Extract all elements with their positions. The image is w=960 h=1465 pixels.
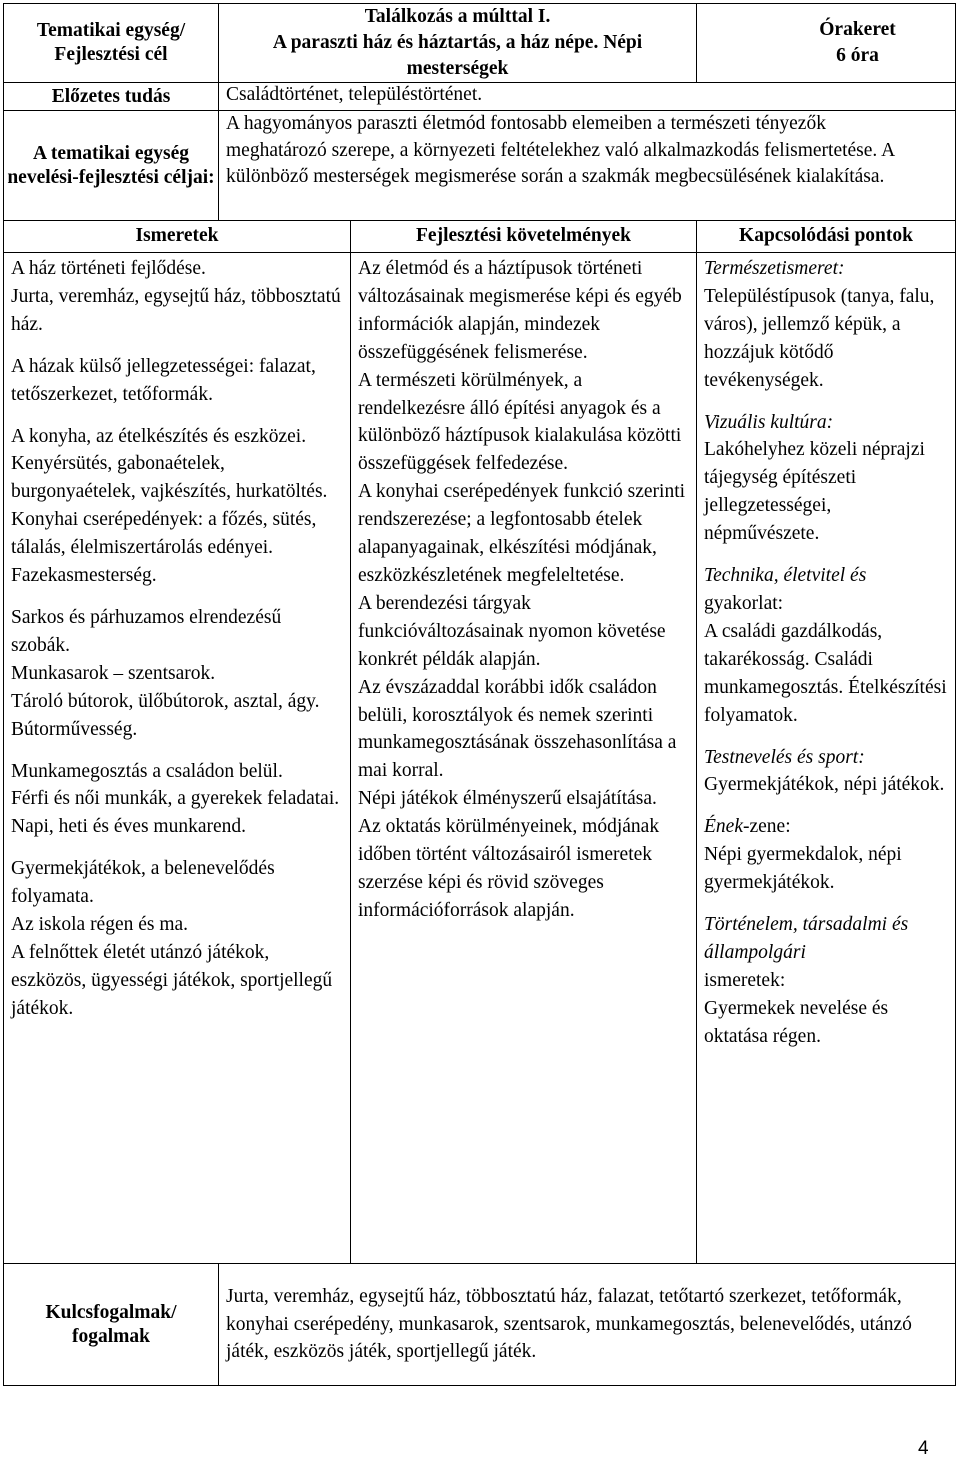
header-row: [4, 4, 956, 83]
goals-label-cell: [4, 111, 219, 221]
unit-label: Tematikai egység/ Fejlesztési cél: [36, 20, 186, 65]
requirement-item: Az évszázaddal korábbi idők családon belüli, korosztályok és nemek szerinti munkamegosztásának összehasonlítása a mai korral.: [358, 676, 677, 782]
knowledge-group: [11, 604, 343, 744]
unit-title-cell: [219, 4, 697, 83]
key-concepts-label: Kulcsfogalmak/ fogalmak: [45, 1301, 177, 1347]
knowledge-item: Bútorművesség.: [11, 718, 138, 740]
requirement-item: Az életmód és a háztípusok történeti változásainak megismerése képi és egyéb információk alapján, mindezek összefüggésének felismerése.: [358, 258, 682, 363]
key-concepts-row: [4, 1264, 956, 1386]
knowledge-item: Az iskola régen és ma.: [11, 914, 189, 936]
knowledge-group: [11, 255, 343, 339]
connection-text: Lakóhelyhez közeli néprajzi tájegység építészeti jellegzetességei, népművészete.: [704, 439, 925, 545]
knowledge-item: Tároló bútorok, ülőbútorok, asztal, ágy.: [11, 690, 320, 712]
knowledge-item: A felnőttek életét utánzó játékok, eszközös, ügyességi játékok, sportjellegű játékok.: [11, 941, 333, 1019]
connection-block: [704, 911, 948, 1051]
hours-value: 6 óra: [836, 45, 879, 66]
knowledge-item: A ház történeti fejlődése.: [11, 258, 206, 279]
prior-knowledge-label-cell: [4, 83, 219, 111]
knowledge-item: Gyermekjátékok, a belenevelődés folyamata.: [11, 858, 275, 908]
prior-knowledge-text: Családtörténet, településtörténet.: [226, 84, 483, 105]
unit-title-line2: A paraszti ház és háztartás, a ház népe. Népi mesterségek: [272, 32, 643, 79]
page-number: 4: [918, 1438, 929, 1459]
knowledge-group: [11, 758, 343, 842]
column-heading-knowledge: [4, 221, 351, 253]
connection-text: Gyermekek nevelése és oktatása régen.: [704, 997, 889, 1047]
curriculum-document: [3, 3, 955, 1386]
connection-block: [704, 744, 948, 800]
curriculum-table: [3, 3, 956, 1386]
connection-subject-rest: gyakorlat:: [704, 592, 784, 614]
knowledge-item: Kenyérsütés, gabonaételek, burgonyaételek, vajkészítés, hurkatöltés.: [11, 453, 328, 503]
knowledge-item: A konyha, az ételkészítés és eszközei.: [11, 425, 307, 447]
unit-title-line1: Találkozás a múlttal I.: [364, 6, 551, 27]
connection-subject: Természetismeret:: [704, 258, 845, 279]
connection-text: Népi gyermekdalok, népi gyermekjátékok.: [704, 844, 902, 894]
requirement-item: A természeti körülmények, a rendelkezésre álló építési anyagok és a különböző háztípusok kialakulása közötti összefüggések felfedezése.: [358, 369, 682, 475]
hours-cell: [697, 4, 956, 83]
content-row: [4, 253, 956, 1264]
key-concepts-text: Jurta, veremház, egysejtű ház, többosztatú ház, falazat, tetőtartó szerkezet, tetőformák, konyhai cserépedény, munkasarok, szentsarok, munkamegosztás, belenevelődés, utánzó játék, eszközös játék, sportjellegű játék.: [226, 1286, 912, 1363]
column-heading-connections-text: Kapcsolódási pontok: [739, 225, 913, 246]
connection-text: A családi gazdálkodás, takarékosság. Családi munkamegosztás. Ételkészítési folyamatok.: [704, 620, 947, 726]
knowledge-group: [11, 855, 343, 1022]
column-heading-requirements: [351, 221, 697, 253]
prior-knowledge-text-cell: [219, 83, 956, 111]
knowledge-item: Jurta, veremház, egysejtű ház, többosztatú ház.: [11, 285, 341, 335]
hours-label: Órakeret: [819, 19, 896, 40]
requirement-item: A konyhai cserépedények funkció szerinti rendszerezése; a legfontosabb ételek alapanyagainak, elkészítési módjának, eszközkészletének megfeleltetése.: [358, 481, 686, 586]
key-concepts-text-cell: [219, 1264, 956, 1386]
connection-subject-rest: -zene:: [743, 816, 791, 838]
knowledge-item: Férfi és női munkák, a gyerekek feladatai.: [11, 788, 340, 810]
connection-text: Gyermekjátékok, népi játékok.: [704, 774, 945, 796]
connection-subject: Vizuális kultúra:: [704, 411, 834, 433]
column-heading-requirements-text: Fejlesztési követelmények: [416, 225, 631, 246]
knowledge-item: A házak külső jellegzetességei: falazat, tetőszerkezet, tetőformák.: [11, 355, 316, 405]
prior-knowledge-label: Előzetes tudás: [51, 85, 171, 107]
knowledge-item: Munkamegosztás a családon belül.: [11, 760, 283, 782]
knowledge-item: Konyhai cserépedények: a főzés, sütés, tálalás, élelmiszertárolás edényei.: [11, 509, 317, 559]
column-heading-knowledge-text: Ismeretek: [135, 225, 219, 246]
knowledge-item: Napi, heti és éves munkarend.: [11, 816, 247, 838]
column-heading-row: [4, 221, 956, 253]
requirement-item: A berendezési tárgyak funkcióváltozásainak nyomon követése konkrét példák alapján.: [358, 592, 666, 670]
connection-subject-rest: ismeretek:: [704, 969, 786, 991]
goals-row: [4, 111, 956, 221]
connection-block: [704, 813, 948, 897]
connection-subject: Történelem, társadalmi és állampolgári: [704, 914, 909, 963]
connection-subject: Technika, életvitel és: [704, 565, 867, 587]
column-heading-connections: [697, 221, 956, 253]
connection-block: [704, 562, 948, 729]
connection-block: [704, 409, 948, 549]
unit-label-cell: [4, 4, 219, 83]
goals-text-cell: [219, 111, 956, 221]
knowledge-item: Munkasarok – szentsarok.: [11, 662, 216, 684]
requirements-cell: [351, 253, 697, 1264]
goals-label: A tematikai egység nevelési-fejlesztési céljai:: [7, 142, 215, 188]
requirement-item: Népi játékok élményszerű elsajátítása.: [358, 788, 657, 810]
knowledge-cell: [4, 253, 351, 1264]
knowledge-item: Fazekasmesterség.: [11, 565, 157, 587]
knowledge-group: [11, 423, 343, 590]
knowledge-group: [11, 353, 343, 409]
connection-block: [704, 255, 948, 395]
requirement-item: Az oktatás körülményeinek, módjának időben történt változásairól ismeretek szerzése képi és rövid szöveges információforrások alapján.: [358, 816, 660, 921]
connection-subject: Testnevelés és sport:: [704, 746, 865, 768]
connections-cell: [697, 253, 956, 1264]
key-concepts-label-cell: [4, 1264, 219, 1386]
knowledge-item: Sarkos és párhuzamos elrendezésű szobák.: [11, 606, 282, 656]
goals-text: A hagyományos paraszti életmód fontosabb elemeiben a természeti tényezők meghatározó szerepe, a környezeti feltételekhez való alkalmazkodás felismertetése. A különböző mesterségek megismerése során a szakmák megbecsülésének kialakítása.: [226, 113, 895, 187]
connection-text: Településtípusok (tanya, falu, város), jellemző képük, a hozzájuk kötődő tevékenységek.: [704, 285, 935, 391]
connection-subject: Ének: [704, 816, 743, 838]
prior-knowledge-row: [4, 83, 956, 111]
